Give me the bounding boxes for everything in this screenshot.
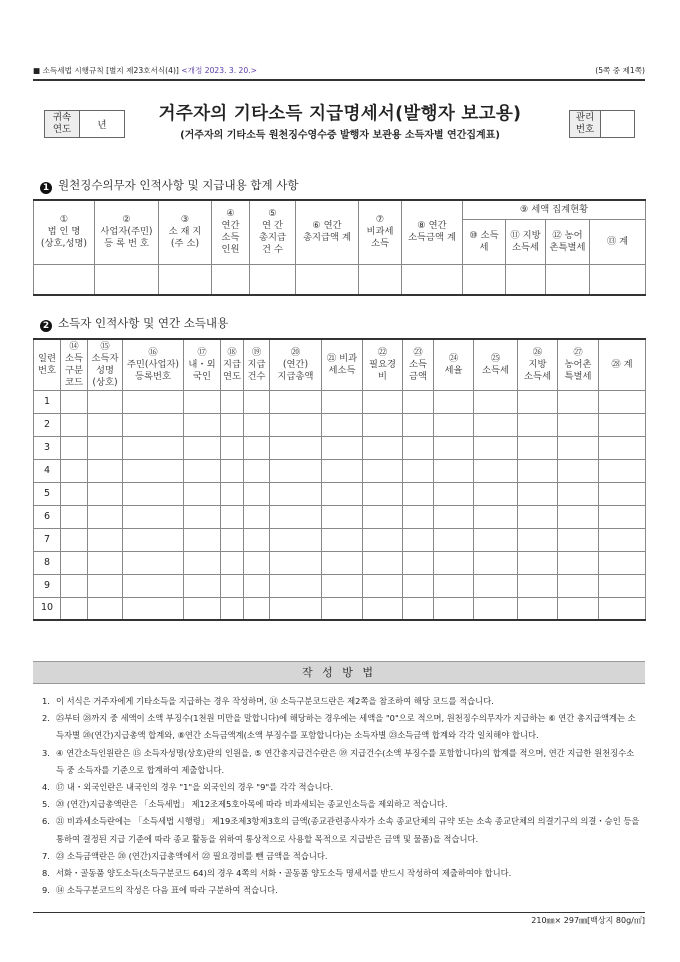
input-cell[interactable] — [61, 574, 88, 597]
attribution-year-label: 귀속 연도 — [45, 111, 80, 137]
input-cell[interactable] — [88, 528, 123, 551]
col-annual-payment-count: ⑤ 연 간 총지급 건 수 — [250, 200, 296, 264]
input-cell[interactable] — [590, 264, 646, 295]
input-cell[interactable] — [88, 413, 123, 436]
input-cell[interactable] — [34, 264, 95, 295]
input-cell[interactable] — [403, 528, 434, 551]
row-number: 4 — [34, 459, 61, 482]
input-cell[interactable] — [474, 482, 518, 505]
input-cell[interactable] — [518, 528, 558, 551]
withholding-agent-table — [33, 199, 646, 296]
input-cell[interactable] — [221, 459, 244, 482]
input-cell[interactable] — [558, 482, 599, 505]
col-header: ⑯ 주민(사업자) 등록번호 — [123, 339, 184, 390]
input-cell[interactable] — [184, 505, 221, 528]
input-cell[interactable] — [123, 482, 184, 505]
table-row — [34, 482, 646, 505]
input-cell[interactable] — [546, 264, 590, 295]
instruction-item — [42, 796, 642, 813]
instruction-number: 1. — [42, 696, 50, 706]
col-header: ㉔ 세율 — [434, 339, 474, 390]
table-header-row — [34, 339, 646, 390]
input-cell[interactable] — [518, 574, 558, 597]
input-cell[interactable] — [250, 264, 296, 295]
input-cell[interactable] — [403, 551, 434, 574]
input-cell[interactable] — [184, 413, 221, 436]
input-cell[interactable] — [599, 505, 646, 528]
col-header: ⑭ 소득 구분 코드 — [61, 339, 88, 390]
input-cell[interactable] — [184, 574, 221, 597]
col-nontaxable-income: ⑦ 비과세 소득 — [359, 200, 402, 264]
input-cell[interactable] — [244, 482, 270, 505]
input-cell[interactable] — [123, 505, 184, 528]
col-address: ③ 소 재 지 (주 소) — [159, 200, 212, 264]
section1-title: 원천징수의무자 인적사항 및 지급내용 합계 사항 — [58, 178, 299, 192]
col-reg-number: ② 사업자(주민) 등 록 번 호 — [95, 200, 159, 264]
input-cell[interactable] — [322, 482, 363, 505]
form-title: 거주자의 기타소득 지급명세서(발행자 보고용) — [158, 104, 522, 124]
input-cell[interactable] — [270, 551, 322, 574]
section2-title: 소득자 인적사항 및 연간 소득내용 — [58, 316, 229, 330]
input-cell[interactable] — [558, 413, 599, 436]
input-cell[interactable] — [212, 264, 250, 295]
instructions-heading: 작 성 방 법 — [33, 661, 645, 684]
instruction-number: 2. — [42, 713, 50, 724]
input-cell[interactable] — [88, 574, 123, 597]
paper-spec: 210㎜× 297㎜[백상지 80g/㎡] — [531, 916, 645, 925]
input-cell[interactable] — [434, 551, 474, 574]
input-cell[interactable] — [403, 597, 434, 620]
input-cell[interactable] — [88, 436, 123, 459]
input-cell[interactable] — [244, 413, 270, 436]
section1-heading — [40, 177, 298, 194]
col-header: 일련 번호 — [34, 339, 61, 390]
input-cell[interactable] — [474, 436, 518, 459]
year-unit: 년 — [97, 120, 107, 131]
input-cell[interactable] — [221, 505, 244, 528]
input-cell[interactable] — [518, 413, 558, 436]
input-cell[interactable] — [518, 390, 558, 413]
col-header: ㉕ 소득세 — [474, 339, 518, 390]
row-number: 9 — [34, 574, 61, 597]
instruction-item — [42, 710, 642, 744]
input-cell[interactable] — [61, 390, 88, 413]
input-cell[interactable] — [403, 436, 434, 459]
table-row — [34, 574, 646, 597]
input-cell[interactable] — [221, 597, 244, 620]
col-tax-summary-group: ⑨ 세액 집계현황 — [463, 200, 646, 219]
col-header: ⑰ 내・외 국인 — [184, 339, 221, 390]
input-cell[interactable] — [518, 436, 558, 459]
input-cell[interactable] — [434, 528, 474, 551]
input-cell[interactable] — [184, 459, 221, 482]
input-cell[interactable] — [61, 528, 88, 551]
instruction-item — [42, 848, 642, 865]
input-cell[interactable] — [359, 264, 402, 295]
input-cell[interactable] — [558, 597, 599, 620]
instruction-text: ④ 연간소득인원란은 ⑮ 소득자성명(상호)란의 인원을, ⑤ 연간총지급건수란은 ⑲ 지급건수(소액 부징수를 포함합니다)의 합계를 적으며, 연간 지급한 원천징수소득 중 소득자를 기준으로 합계하여 제출합니다. — [56, 747, 635, 775]
input-cell[interactable] — [61, 597, 88, 620]
input-cell[interactable] — [88, 505, 123, 528]
input-cell[interactable] — [474, 459, 518, 482]
input-cell[interactable] — [558, 459, 599, 482]
input-cell[interactable] — [221, 482, 244, 505]
input-cell[interactable] — [61, 413, 88, 436]
col-header: ㉒ 필요경 비 — [363, 339, 403, 390]
input-cell[interactable] — [221, 528, 244, 551]
input-cell[interactable] — [221, 413, 244, 436]
input-cell[interactable] — [434, 436, 474, 459]
input-cell[interactable] — [474, 574, 518, 597]
input-cell[interactable] — [270, 459, 322, 482]
input-cell[interactable] — [322, 574, 363, 597]
instruction-text: ㉕부터 ㉘까지 중 세액이 소액 부징수(1천원 미만을 말합니다)에 해당하는 경우에는 세액을 "0"으로 적으며, 원천징수의무자가 지급하는 ⑥ 연간 총지급액계는 소득자별 ⑳(연간)지급총액 합계와, ⑧연간 소득금액계(소액 부징수를 포함합니다)는 소득자별 ㉓소득금액 합계와 각각 일치해야 합니다. — [56, 713, 636, 741]
instruction-item — [42, 813, 642, 847]
input-cell[interactable] — [558, 551, 599, 574]
table-row — [34, 390, 646, 413]
input-cell[interactable] — [434, 482, 474, 505]
input-cell[interactable] — [184, 390, 221, 413]
input-cell[interactable] — [221, 551, 244, 574]
table-row — [34, 551, 646, 574]
input-cell[interactable] — [403, 505, 434, 528]
income-recipient-table — [33, 338, 646, 621]
input-cell[interactable] — [123, 436, 184, 459]
input-cell[interactable] — [363, 413, 403, 436]
input-cell[interactable] — [270, 390, 322, 413]
input-cell[interactable] — [474, 597, 518, 620]
input-cell[interactable] — [88, 597, 123, 620]
instruction-text: ⑭ 소득구분코드의 작성은 다음 표에 따라 구분하여 적습니다. — [56, 885, 278, 896]
input-cell[interactable] — [322, 390, 363, 413]
input-cell[interactable] — [88, 390, 123, 413]
input-cell[interactable] — [184, 436, 221, 459]
input-cell[interactable] — [244, 597, 270, 620]
input-cell[interactable] — [61, 459, 88, 482]
input-cell[interactable] — [296, 264, 359, 295]
management-number-label: 관리 번호 — [570, 111, 601, 137]
input-cell[interactable] — [403, 413, 434, 436]
input-cell[interactable] — [518, 505, 558, 528]
input-cell[interactable] — [123, 459, 184, 482]
input-cell[interactable] — [270, 482, 322, 505]
instruction-item — [42, 745, 642, 779]
row-number: 8 — [34, 551, 61, 574]
input-cell[interactable] — [123, 413, 184, 436]
input-cell[interactable] — [599, 482, 646, 505]
input-cell[interactable] — [61, 482, 88, 505]
input-cell[interactable] — [474, 551, 518, 574]
input-cell[interactable] — [403, 459, 434, 482]
attribution-year-field[interactable] — [80, 111, 124, 137]
form-ref-text: ■ 소득세법 시행규칙 [별지 제23호서식(4)] — [33, 66, 179, 75]
input-cell[interactable] — [363, 390, 403, 413]
instruction-item — [42, 693, 642, 710]
input-cell[interactable] — [599, 436, 646, 459]
input-cell[interactable] — [599, 574, 646, 597]
row-number: 7 — [34, 528, 61, 551]
input-cell[interactable] — [221, 436, 244, 459]
col-income-tax: ⑩ 소득 세 — [463, 219, 506, 264]
input-cell[interactable] — [363, 482, 403, 505]
input-cell[interactable] — [599, 597, 646, 620]
instruction-number: 3. — [42, 747, 50, 758]
input-cell[interactable] — [403, 482, 434, 505]
input-cell[interactable] — [474, 505, 518, 528]
input-cell[interactable] — [322, 505, 363, 528]
input-cell[interactable] — [599, 551, 646, 574]
instruction-number: 8. — [42, 868, 50, 879]
table-row — [34, 528, 646, 551]
input-cell[interactable] — [558, 574, 599, 597]
input-cell[interactable] — [184, 551, 221, 574]
input-cell[interactable] — [518, 551, 558, 574]
input-cell[interactable] — [184, 528, 221, 551]
input-cell[interactable] — [88, 551, 123, 574]
input-cell[interactable] — [363, 528, 403, 551]
input-cell[interactable] — [518, 482, 558, 505]
instruction-number: 4. — [42, 782, 50, 793]
input-cell[interactable] — [474, 528, 518, 551]
input-cell[interactable] — [61, 551, 88, 574]
instruction-item — [42, 882, 642, 899]
form-reference — [33, 65, 257, 76]
input-cell[interactable] — [463, 264, 506, 295]
input-cell[interactable] — [322, 597, 363, 620]
input-cell[interactable] — [88, 482, 123, 505]
input-cell[interactable] — [363, 459, 403, 482]
bottom-rule — [33, 912, 645, 913]
input-cell[interactable] — [61, 436, 88, 459]
page-indicator: (5쪽 중 제1쪽) — [595, 66, 645, 75]
instruction-item — [42, 865, 642, 882]
form-subtitle: (거주자의 기타소득 원천징수영수증 발행자 보관용 소득자별 연간집계표) — [180, 130, 500, 141]
table-row — [34, 505, 646, 528]
instruction-text: ㉑ 비과세소득란에는 「소득세법 시행령」 제19조제3항제3호의 금액(종교관련종사자가 소속 종교단체의 규약 또는 소속 종교단체의 의결기구의 의결・승인 등을 통하여 결정된 지급 기준에 따라 종교 활동을 위하여 통상적으로 사용할 목적으로 지급받은 금액 및 물품)을 적습니다. — [56, 816, 640, 844]
input-cell[interactable] — [244, 505, 270, 528]
row-number: 1 — [34, 390, 61, 413]
input-cell[interactable] — [322, 551, 363, 574]
input-cell[interactable] — [599, 390, 646, 413]
input-cell[interactable] — [270, 436, 322, 459]
input-cell[interactable] — [184, 597, 221, 620]
col-annual-total-payment: ⑥ 연간 총지급액 계 — [296, 200, 359, 264]
col-rural-special-tax: ⑫ 농어 촌특별세 — [546, 219, 590, 264]
row-number: 2 — [34, 413, 61, 436]
input-cell[interactable] — [123, 597, 184, 620]
input-cell[interactable] — [474, 413, 518, 436]
instruction-item — [42, 779, 642, 796]
revision-date: <개정 2023. 3. 20.> — [181, 66, 257, 75]
table-row — [34, 459, 646, 482]
input-cell[interactable] — [270, 413, 322, 436]
input-cell[interactable] — [363, 574, 403, 597]
instruction-number: 6. — [42, 816, 50, 827]
input-cell[interactable] — [474, 390, 518, 413]
input-cell[interactable] — [363, 551, 403, 574]
input-cell[interactable] — [244, 459, 270, 482]
col-header: ㉓ 소득 금액 — [403, 339, 434, 390]
input-cell[interactable] — [244, 436, 270, 459]
input-cell[interactable] — [599, 528, 646, 551]
input-cell[interactable] — [270, 528, 322, 551]
table-row — [34, 264, 646, 295]
col-annual-persons: ④ 연간 소득 인원 — [212, 200, 250, 264]
input-cell[interactable] — [403, 574, 434, 597]
col-header: ⑱ 지급 연도 — [221, 339, 244, 390]
input-cell[interactable] — [322, 436, 363, 459]
col-header: ㉑ 비과 세소득 — [322, 339, 363, 390]
input-cell[interactable] — [599, 459, 646, 482]
col-header: ㉗ 농어촌 특별세 — [558, 339, 599, 390]
instruction-text: 이 서식은 거주자에게 기타소득을 지급하는 경우 작성하며, ⑭ 소득구분코드란은 제2쪽을 참조하여 해당 코드를 적습니다. — [56, 696, 494, 706]
input-cell[interactable] — [363, 597, 403, 620]
input-cell[interactable] — [599, 413, 646, 436]
input-cell[interactable] — [434, 597, 474, 620]
top-rule — [33, 79, 645, 81]
input-cell[interactable] — [244, 574, 270, 597]
input-cell[interactable] — [123, 390, 184, 413]
col-corp-name: ① 법 인 명 (상호,성명) — [34, 200, 95, 264]
input-cell[interactable] — [403, 390, 434, 413]
input-cell[interactable] — [123, 551, 184, 574]
input-cell[interactable] — [270, 597, 322, 620]
input-cell[interactable] — [518, 597, 558, 620]
instruction-number: 9. — [42, 885, 50, 896]
input-cell[interactable] — [434, 574, 474, 597]
instruction-text: 서화・골동품 양도소득(소득구분코드 64)의 경우 4쪽의 서화・골동품 양도소득 명세서를 반드시 작성하여 제출하여야 합니다. — [56, 868, 512, 879]
col-header: ㉖ 지방 소득세 — [518, 339, 558, 390]
instruction-number: 7. — [42, 850, 50, 861]
management-number-box — [569, 110, 635, 138]
input-cell[interactable] — [61, 505, 88, 528]
input-cell[interactable] — [88, 459, 123, 482]
section2-heading — [40, 315, 228, 332]
input-cell[interactable] — [244, 390, 270, 413]
input-cell[interactable] — [322, 528, 363, 551]
instruction-text: ㉓ 소득금액란은 ⑳ (연간)지급총액에서 ㉒ 필요경비를 뺀 금액을 적습니다. — [56, 850, 328, 861]
input-cell[interactable] — [123, 528, 184, 551]
input-cell[interactable] — [159, 264, 212, 295]
col-header: ⑲ 지급 건수 — [244, 339, 270, 390]
input-cell[interactable] — [558, 390, 599, 413]
input-cell[interactable] — [518, 459, 558, 482]
input-cell[interactable] — [434, 413, 474, 436]
input-cell[interactable] — [244, 551, 270, 574]
instructions-list — [42, 693, 642, 899]
col-header: ⑳ (연간) 지급총액 — [270, 339, 322, 390]
input-cell[interactable] — [434, 390, 474, 413]
col-tax-total: ⑬ 계 — [590, 219, 646, 264]
input-cell[interactable] — [270, 574, 322, 597]
attribution-year-box — [44, 110, 125, 138]
input-cell[interactable] — [123, 574, 184, 597]
row-number: 5 — [34, 482, 61, 505]
input-cell[interactable] — [221, 390, 244, 413]
management-number-field[interactable] — [601, 111, 634, 137]
input-cell[interactable] — [95, 264, 159, 295]
input-cell[interactable] — [434, 459, 474, 482]
instruction-number: 5. — [42, 799, 50, 810]
instruction-text: ⑳ (연간)지급총액란은 「소득세법」 제12조제5호아목에 따라 비과세되는 종교인소득을 제외하고 적습니다. — [56, 799, 448, 810]
row-number: 6 — [34, 505, 61, 528]
input-cell[interactable] — [558, 528, 599, 551]
section2-number-icon: 2 — [40, 320, 52, 332]
input-cell[interactable] — [221, 574, 244, 597]
input-cell[interactable] — [402, 264, 463, 295]
instruction-text: ⑰ 내・외국인란은 내국인의 경우 "1"을 외국인의 경우 "9"를 각각 적습니다. — [56, 782, 334, 793]
input-cell[interactable] — [270, 505, 322, 528]
col-header: ⑮ 소득자 성명 (상호) — [88, 339, 123, 390]
input-cell[interactable] — [244, 528, 270, 551]
col-annual-income-total: ⑧ 연간 소득금액 계 — [402, 200, 463, 264]
section1-number-icon: 1 — [40, 182, 52, 194]
table-row — [34, 413, 646, 436]
input-cell[interactable] — [322, 459, 363, 482]
input-cell[interactable] — [322, 413, 363, 436]
row-number: 10 — [34, 597, 61, 620]
table-row — [34, 436, 646, 459]
table-row — [34, 597, 646, 620]
input-cell[interactable] — [434, 505, 474, 528]
input-cell[interactable] — [558, 505, 599, 528]
row-number: 3 — [34, 436, 61, 459]
col-local-income-tax: ⑪ 지방 소득세 — [506, 219, 546, 264]
input-cell[interactable] — [184, 482, 221, 505]
input-cell[interactable] — [506, 264, 546, 295]
input-cell[interactable] — [363, 505, 403, 528]
input-cell[interactable] — [558, 436, 599, 459]
input-cell[interactable] — [363, 436, 403, 459]
col-header: ㉘ 계 — [599, 339, 646, 390]
